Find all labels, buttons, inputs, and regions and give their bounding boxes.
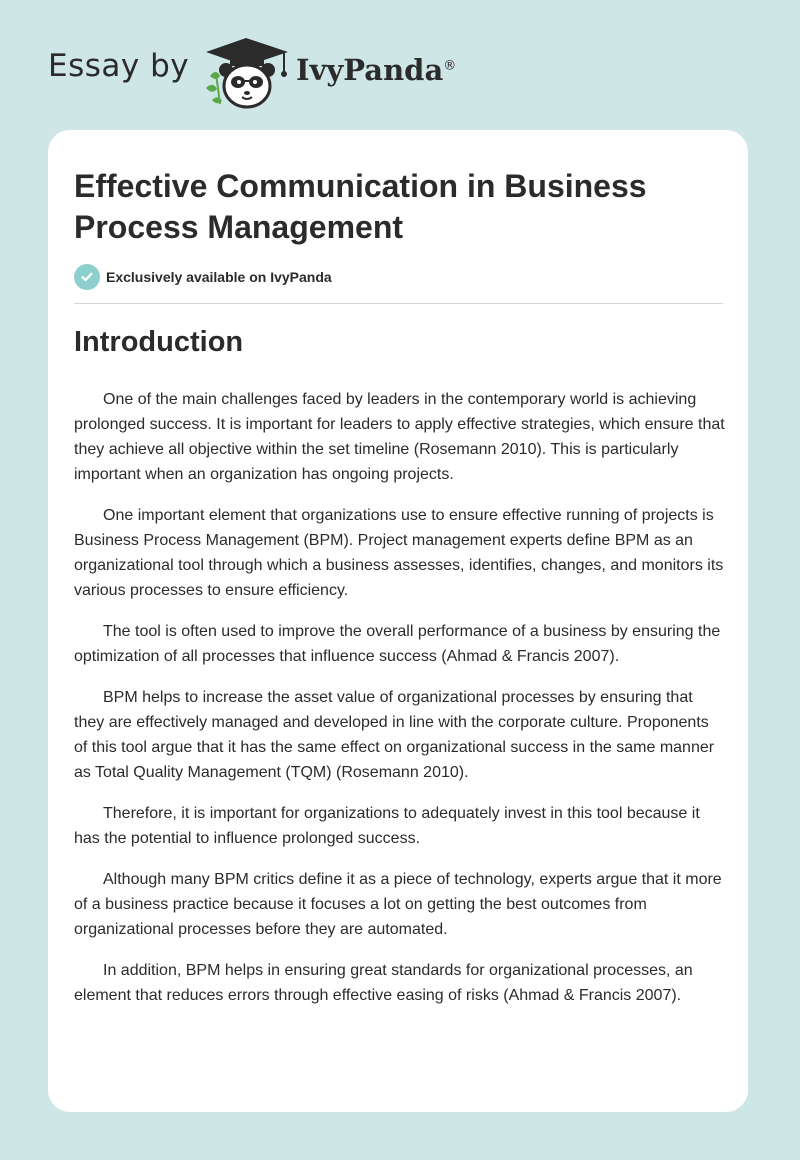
paragraph: The tool is often used to improve the overall performance of a business by ensuring the optimization of all processes that influence success (Ahmad & Francis 2007). [74, 623, 721, 665]
section-heading: Introduction [74, 326, 244, 358]
paragraph: Although many BPM critics define it as a piece of technology, experts argue that it more of a business practice because it focuses a lot on getting the best outcomes from organizational processes before they are automated. [74, 871, 722, 938]
panda-logo-icon[interactable] [200, 36, 292, 110]
essay-card [48, 130, 748, 1112]
paragraph: One important element that organizations use to ensure effective running of projects is Business Process Management (BPM). Project management experts define BPM as an organizational tool through which a business assesses, identifies, changes, and monitors its various processes to ensure efficiency. [74, 507, 724, 599]
essay-by-label: Essay by [48, 48, 190, 84]
brand-text: IvyPanda [296, 53, 444, 87]
paragraph: Therefore, it is important for organizations to adequately invest in this tool because it has the potential to influence prolonged success. [74, 805, 700, 847]
check-circle-icon [74, 264, 100, 290]
paragraph: In addition, BPM helps in ensuring great standards for organizational processes, an element that reduces errors through effective easing of risks (Ahmad & Francis 2007). [74, 962, 693, 1004]
title-divider [74, 303, 723, 304]
brand-name[interactable] [296, 53, 456, 87]
essay-body [74, 387, 726, 1024]
paragraph: BPM helps to increase the asset value of organizational processes by ensuring that they are effectively managed and developed in line with the corporate culture. Proponents of this tool argue that it has the same effect on organizational success in the same manner as Total Quality Management (TQM) (Rosemann 2010). [74, 689, 715, 781]
exclusive-badge [74, 264, 332, 290]
exclusive-badge-text: Exclusively available on IvyPanda [106, 269, 332, 285]
paragraph: One of the main challenges faced by leaders in the contemporary world is achieving prolonged success. It is important for leaders to apply effective strategies, which ensure that they achieve all objective within the set timeline (Rosemann 2010). This is particularly important when an organization has ongoing projects. [74, 391, 725, 483]
essay-title: Effective Communication in Business Process Management [74, 168, 647, 245]
site-header [0, 0, 800, 120]
registered-mark: ® [443, 58, 457, 74]
